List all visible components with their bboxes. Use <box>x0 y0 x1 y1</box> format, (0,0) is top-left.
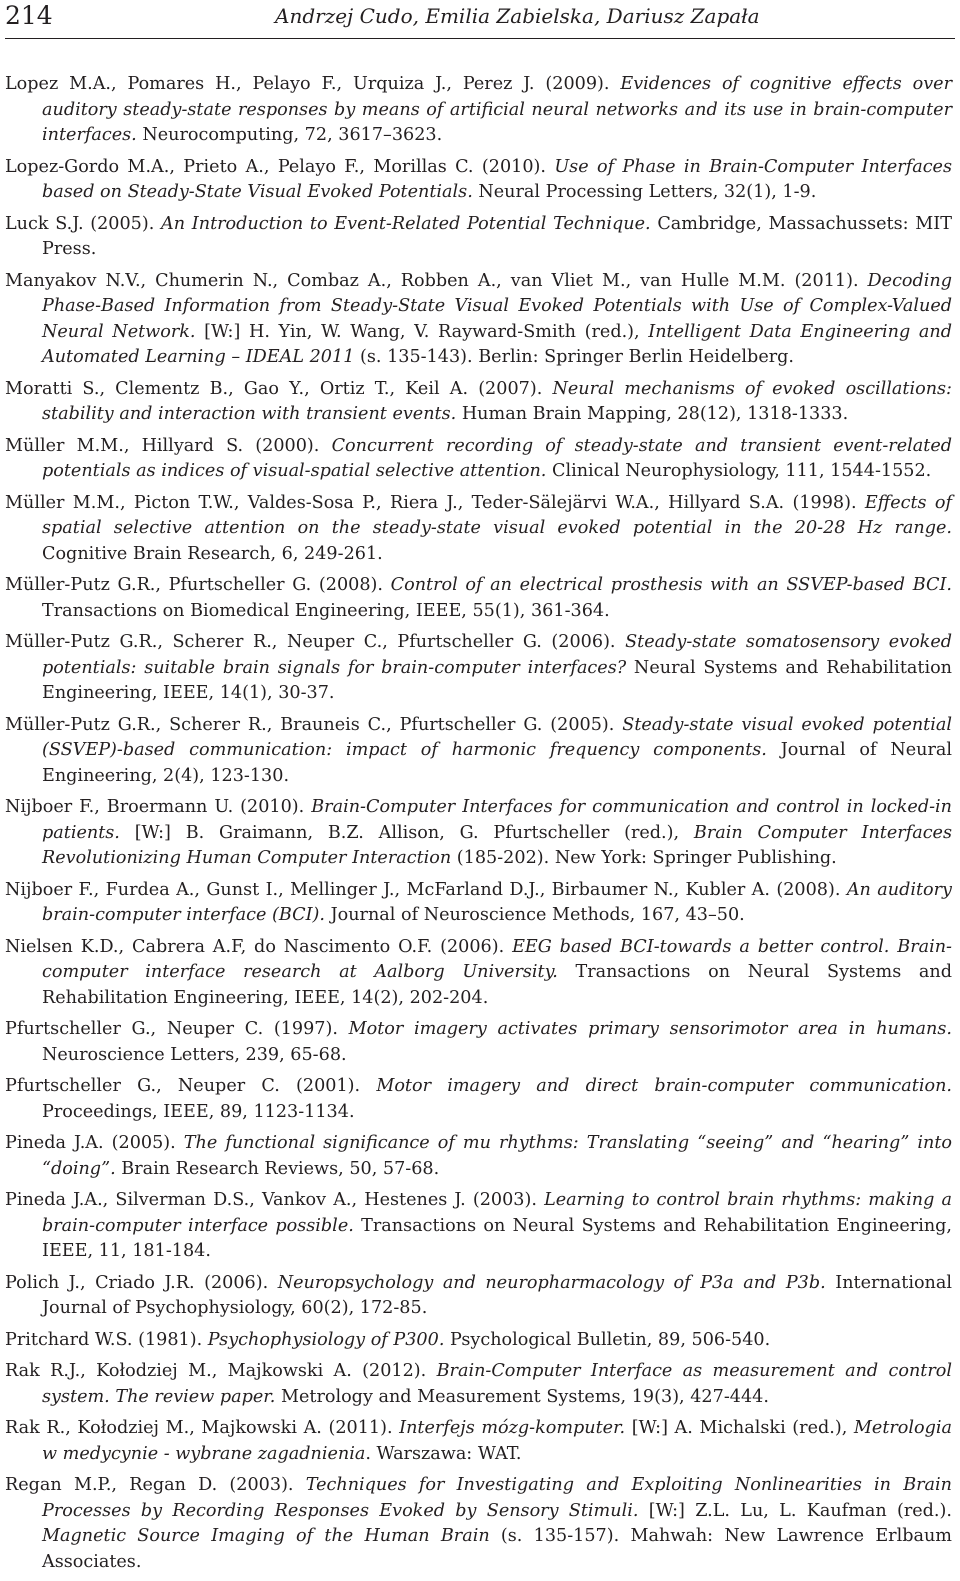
reference-authors: Nijboer F., Furdea A., Gunst I., Mellinger J., McFarland D.J., Birbaumer N., Kubler A. (2008). <box>5 879 847 900</box>
reference-source: Brain Research Reviews, 50, 57-68. <box>115 1158 440 1179</box>
reference-authors: Pfurtscheller G., Neuper C. (1997). <box>5 1019 349 1039</box>
reference-entry <box>5 1074 952 1125</box>
reference-title: Metrologia w medycynie - wybrane zagadnienia <box>42 1418 952 1464</box>
reference-entry <box>5 1473 952 1575</box>
reference-title: Neural mechanisms of evoked oscillations: stability and interaction with transient events. <box>42 378 952 424</box>
reference-title: Control of an electrical prosthesis with an SSVEP-based BCI. <box>390 575 952 595</box>
reference-title: An Introduction to Event-Related Potential Technique. <box>161 213 651 234</box>
reference-source: (185-202). New York: Springer Publishing. <box>451 848 837 868</box>
reference-authors: Pritchard W.S. (1981). <box>5 1329 208 1350</box>
reference-source: Human Brain Mapping, 28(12), 1318-1333. <box>456 404 849 424</box>
reference-authors: Manyakov N.V., Chumerin N., Combaz A., Robben A., van Vliet M., van Hulle M.M. (2011). <box>5 270 868 291</box>
reference-authors: Regan M.P., Regan D. (2003). <box>5 1475 306 1495</box>
reference-entry <box>5 1131 952 1182</box>
reference-title: Brain Computer Interfaces Revolutionizing Human Computer Interaction <box>42 822 952 868</box>
reference-entry <box>5 935 952 1012</box>
running-head: Andrzej Cudo, Emilia Zabielska, Dariusz Zapała <box>275 4 760 28</box>
reference-entry <box>5 1271 952 1322</box>
reference-source: [W:] H. Yin, W. Wang, V. Rayward-Smith (red.), <box>195 321 649 342</box>
reference-entry <box>5 795 952 872</box>
reference-entry <box>5 1188 952 1265</box>
page-number: 214 <box>5 1 53 30</box>
reference-list <box>5 72 952 1581</box>
reference-source: Transactions on Neural Systems and Rehabilitation Engineering, IEEE, 14(2), 202-204. <box>42 962 952 1008</box>
reference-title: Concurrent recording of steady-state and transient event-related potentials as indices of visual-spatial selective attention. <box>42 435 952 481</box>
reference-authors: Müller-Putz G.R., Scherer R., Neuper C., Pfurtscheller G. (2006). <box>5 632 626 652</box>
reference-title: Motor imagery and direct brain-computer communication. <box>376 1076 952 1096</box>
reference-entry <box>5 573 952 624</box>
reference-source: [W:] Z.L. Lu, L. Kaufman (red.). <box>638 1500 952 1521</box>
reference-entry <box>5 1416 952 1467</box>
reference-title: Learning to control brain rhythms: making a brain-computer interface possible. <box>42 1190 952 1236</box>
reference-title: Interfejs mózg-komputer. <box>399 1418 626 1438</box>
reference-authors: Luck S.J. (2005). <box>5 213 162 234</box>
reference-title: Magnetic Source Imaging of the Human Brain <box>42 1526 490 1546</box>
reference-source: Proceedings, IEEE, 89, 1123-1134. <box>42 1101 355 1122</box>
reference-source: Metrology and Measurement Systems, 19(3), 427-444. <box>275 1386 769 1407</box>
reference-entry <box>5 434 952 485</box>
reference-source: Psychological Bulletin, 89, 506-540. <box>444 1329 771 1350</box>
reference-source: [W:] B. Graimann, B.Z. Allison, G. Pfurtscheller (red.), <box>119 822 694 843</box>
reference-title: Brain-Computer Interfaces for communication and control in locked-in patients. <box>42 797 952 843</box>
reference-title: Neuropsychology and neuropharmacology of P3a and P3b. <box>277 1272 826 1293</box>
reference-authors: Müller M.M., Picton T.W., Valdes-Sosa P., Riera J., Teder-Sälejärvi W.A., Hillyard S.A. (1998). <box>5 492 865 513</box>
reference-source: . Warszawa: WAT. <box>365 1443 522 1464</box>
header-rule <box>5 38 955 39</box>
reference-source: Cambridge, Massachussets: MIT Press. <box>42 213 952 259</box>
reference-title: Psychophysiology of P300. <box>207 1329 445 1350</box>
reference-source: Journal of Neuroscience Methods, 167, 43–50. <box>324 905 745 925</box>
reference-title: Motor imagery activates primary sensorimotor area in humans. <box>348 1019 953 1039</box>
reference-entry <box>5 491 952 568</box>
reference-authors: Pfurtscheller G., Neuper C. (2001). <box>5 1076 377 1096</box>
reference-entry <box>5 377 952 428</box>
reference-authors: Polich J., Criado J.R. (2006). <box>5 1272 278 1293</box>
reference-authors: Müller-Putz G.R., Scherer R., Brauneis C., Pfurtscheller G. (2005). <box>5 714 623 735</box>
reference-title: Decoding Phase-Based Information from Steady-State Visual Evoked Potentials with Use of Complex-Valued Neural Network. <box>42 270 952 342</box>
reference-source: Cognitive Brain Research, 6, 249-261. <box>42 543 383 564</box>
reference-source: Neurocomputing, 72, 3617–3623. <box>136 125 443 145</box>
reference-entry <box>5 212 952 263</box>
reference-title: Intelligent Data Engineering and Automated Learning – IDEAL 2011 <box>42 321 952 367</box>
reference-source: (s. 135-157). Mahwah: New Lawrence Erlbaum Associates. <box>42 1526 952 1572</box>
reference-authors: Rak R.J., Kołodziej M., Majkowski A. (2012). <box>5 1361 437 1381</box>
reference-authors: Pineda J.A., Silverman D.S., Vankov A., Hestenes J. (2003). <box>5 1190 545 1210</box>
reference-authors: Nielsen K.D., Cabrera A.F, do Nascimento O.F. (2006). <box>5 936 513 957</box>
reference-source: Neural Processing Letters, 32(1), 1-9. <box>472 182 817 202</box>
reference-entry <box>5 1017 952 1068</box>
reference-title: EEG based BCI-towards a better control. Brain-computer interface research at Aalborg University. <box>42 936 952 982</box>
reference-title: Brain-Computer Interface as measurement and control system. The review paper. <box>42 1361 952 1407</box>
reference-entry <box>5 1328 952 1354</box>
reference-title: Steady-state visual evoked potential (SSVEP)-based communication: impact of harmonic frequency components. <box>42 714 952 760</box>
reference-title: Use of Phase in Brain-Computer Interfaces based on Steady-State Visual Evoked Potentials. <box>42 156 952 202</box>
reference-authors: Lopez M.A., Pomares H., Pelayo F., Urquiza J., Perez J. (2009). <box>5 74 621 94</box>
reference-title: Steady-state somatosensory evoked potentials: suitable brain signals for brain-computer interfaces? <box>42 632 952 678</box>
reference-title: An auditory brain-computer interface (BCI). <box>42 879 952 925</box>
reference-title: Techniques for Investigating and Exploiting Nonlinearities in Brain Processes by Recording Responses Evoked by Sensory Stimuli. <box>42 1475 952 1521</box>
reference-title: The functional significance of mu rhythms: Translating “seeing” and “hearing” into “doing”. <box>42 1133 952 1179</box>
reference-authors: Müller M.M., Hillyard S. (2000). <box>5 435 332 456</box>
reference-authors: Rak R., Kołodziej M., Majkowski A. (2011). <box>5 1418 400 1438</box>
reference-entry <box>5 155 952 206</box>
reference-entry <box>5 878 952 929</box>
reference-authors: Lopez-Gordo M.A., Prieto A., Pelayo F., Morillas C. (2010). <box>5 156 555 177</box>
reference-source: Neuroscience Letters, 239, 65-68. <box>42 1044 347 1065</box>
reference-entry <box>5 72 952 149</box>
reference-authors: Moratti S., Clementz B., Gao Y., Ortiz T., Keil A. (2007). <box>5 378 553 399</box>
reference-title: Evidences of cognitive effects over auditory steady-state responses by means of artificial neural networks and its use in brain-computer interfaces. <box>42 74 952 145</box>
reference-authors: Nijboer F., Broermann U. (2010). <box>5 797 312 817</box>
reference-entry <box>5 713 952 790</box>
reference-source: Transactions on Biomedical Engineering, IEEE, 55(1), 361-364. <box>42 600 610 621</box>
reference-entry <box>5 269 952 371</box>
reference-entry <box>5 1359 952 1410</box>
reference-authors: Pineda J.A. (2005). <box>5 1133 184 1153</box>
reference-source: Transactions on Neural Systems and Rehabilitation Engineering, IEEE, 11, 181-184. <box>42 1215 953 1261</box>
page-header <box>5 0 955 42</box>
reference-source: Neural Systems and Rehabilitation Engineering, IEEE, 14(1), 30-37. <box>42 657 952 703</box>
reference-source: International Journal of Psychophysiology, 60(2), 172-85. <box>42 1272 952 1318</box>
reference-source: [W:] A. Michalski (red.), <box>625 1418 854 1438</box>
reference-authors: Müller-Putz G.R., Pfurtscheller G. (2008). <box>5 575 391 595</box>
reference-source: Clinical Neurophysiology, 111, 1544-1552. <box>546 461 932 481</box>
reference-title: Effects of spatial selective attention on the steady-state visual evoked potential in the 20-28 Hz range. <box>42 492 953 538</box>
reference-source: (s. 135-143). Berlin: Springer Berlin Heidelberg. <box>354 347 795 367</box>
reference-source: Journal of Neural Engineering, 2(4), 123-130. <box>42 740 952 786</box>
reference-entry <box>5 630 952 707</box>
